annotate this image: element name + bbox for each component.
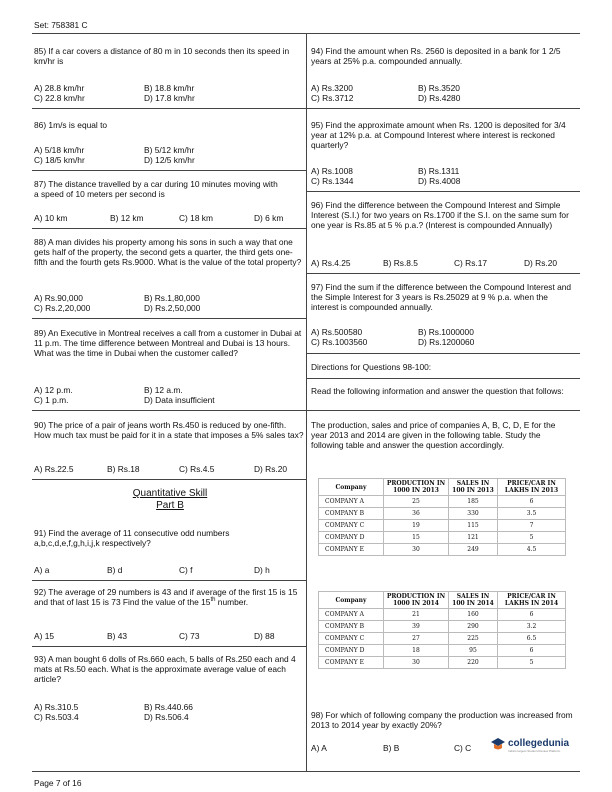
company-name-cell: COMPANY C (319, 520, 384, 532)
table-row (319, 496, 566, 508)
value-cell: 3.5 (498, 508, 566, 520)
divider (32, 108, 306, 109)
value-cell: 6 (498, 496, 566, 508)
value-cell: 4.5 (498, 544, 566, 556)
question-96: 96) Find the difference between the Compound Interest and Simple Interest (S.I.) for two years on Rs.1700 if the S.I. on the same sum for one year is Rs.85 at 5 % p.a.? (Interest is compounded Annually) (311, 200, 569, 230)
value-cell: 6 (498, 609, 566, 621)
company-name-cell: COMPANY A (319, 609, 384, 621)
section-title-line1: Quantitative Skill (132, 488, 208, 499)
option-a: A) 12 p.m. (34, 385, 73, 395)
value-cell: 95 (449, 645, 498, 657)
value-cell: 18 (384, 645, 449, 657)
value-cell: 25 (384, 496, 449, 508)
table-row (319, 532, 566, 544)
data-table-2014 (318, 591, 566, 669)
option-c: C) 1 p.m. (34, 395, 69, 405)
table-description: The production, sales and price of companies A, B, C, D, E for the year 2013 and 2014 are given in the following table. Study the following table and answer the question accordingly. (311, 420, 556, 450)
question-94: 94) Find the amount when Rs. 2560 is deposited in a bank for 1 2/5 years at 25% p.a. compounded annually. (311, 46, 561, 66)
option-c: C) 18/5 km/hr (34, 155, 85, 165)
value-cell: 30 (384, 657, 449, 669)
option-b: B) Rs.440.66 (144, 702, 193, 712)
option-d: D) Rs.1200060 (418, 337, 475, 347)
option-a: A) Rs.310.5 (34, 702, 79, 712)
value-cell: 27 (384, 633, 449, 645)
question-92 (34, 587, 302, 607)
question-93: 93) A man bought 6 dolls of Rs.660 each, 5 balls of Rs.250 each and 4 mats at Rs.50 each. What is the approximate average value of each article? (34, 654, 296, 684)
directions-heading: Directions for Questions 98-100: (311, 362, 432, 372)
option-a: A) Rs.90,000 (34, 293, 83, 303)
table-row (319, 657, 566, 669)
option-a: A) 28.8 km/hr (34, 83, 85, 93)
col-price: PRICE/CAR IN LAKHS IN 2014 (498, 592, 566, 609)
value-cell: 290 (449, 621, 498, 633)
footer-rule (32, 771, 580, 772)
option-c: C) 18 km (179, 213, 213, 223)
option-d: D) Rs.20 (524, 258, 558, 268)
divider (32, 170, 306, 171)
divider (306, 108, 580, 109)
option-b: B) Rs.8.5 (383, 258, 418, 268)
option-b: B) Rs.1000000 (418, 327, 474, 337)
col-production: PRODUCTION IN 1000 IN 2013 (384, 479, 449, 496)
table-row (319, 645, 566, 657)
option-b: B) 12 km (110, 213, 144, 223)
option-b: B) d (107, 565, 123, 575)
column-divider (306, 33, 307, 771)
value-cell: 6 (498, 645, 566, 657)
logo-mark-icon (490, 737, 506, 753)
directions-intro: Read the following information and answer the question that follows: (311, 386, 564, 396)
question-87: 87) The distance travelled by a car during 10 minutes moving with a speed of 10 meters per second is (34, 179, 278, 199)
option-d: D) Rs.2,50,000 (144, 303, 201, 313)
option-a: A) A (311, 743, 327, 753)
option-d: D) 12/5 km/hr (144, 155, 195, 165)
divider (306, 410, 580, 411)
question-98: 98) For which of following company the production was increased from 2013 to 2014 year by exactly 20%? (311, 710, 573, 730)
option-c: C) Rs.1344 (311, 176, 354, 186)
col-company: Company (319, 592, 384, 609)
option-c: C) 22.8 km/hr (34, 93, 85, 103)
value-cell: 5 (498, 532, 566, 544)
question-95: 95) Find the approximate amount when Rs. 1200 is deposited for 3/4 year at 12% p.a. at Compound Interest where interest is reckoned quarterly? (311, 120, 566, 150)
option-d: D) Rs.506.4 (144, 712, 189, 722)
col-production: PRODUCTION IN 1000 IN 2014 (384, 592, 449, 609)
value-cell: 5 (498, 657, 566, 669)
question-92-text: 92) The average of 29 numbers is 43 and if average of the first 15 is 15 and that of last 15 is 73 Find the value of the 15 (34, 587, 298, 607)
value-cell: 225 (449, 633, 498, 645)
value-cell: 160 (449, 609, 498, 621)
data-table-2013 (318, 478, 566, 556)
divider (306, 191, 580, 192)
option-b: B) 5/12 km/hr (144, 145, 195, 155)
option-c: C) Rs.3712 (311, 93, 354, 103)
option-c: C) Rs.4.5 (179, 464, 215, 474)
option-d: D) h (254, 565, 270, 575)
col-sales: SALES IN 100 IN 2014 (449, 592, 498, 609)
value-cell: 115 (449, 520, 498, 532)
company-name-cell: COMPANY C (319, 633, 384, 645)
table-row (319, 508, 566, 520)
collegedunia-logo (490, 737, 569, 753)
option-a: A) 5/18 km/hr (34, 145, 85, 155)
value-cell: 330 (449, 508, 498, 520)
section-title-line2: Part B (156, 500, 184, 511)
option-b: B) B (383, 743, 400, 753)
option-d: D) Data insufficient (144, 395, 215, 405)
logo-tagline: India's largest Student Review Platform (508, 748, 561, 753)
value-cell: 30 (384, 544, 449, 556)
value-cell: 249 (449, 544, 498, 556)
value-cell: 7 (498, 520, 566, 532)
option-b: B) 43 (107, 631, 128, 641)
option-d: D) 6 km (254, 213, 284, 223)
divider (32, 410, 306, 411)
option-a: A) 15 (34, 631, 55, 641)
table-row (319, 621, 566, 633)
table-row (319, 609, 566, 621)
value-cell: 15 (384, 532, 449, 544)
divider (32, 646, 306, 647)
question-92-text-end: number. (215, 597, 249, 607)
question-85: 85) If a car covers a distance of 80 m in 10 seconds then its speed in km/hr is (34, 46, 290, 66)
value-cell: 19 (384, 520, 449, 532)
section-title (110, 488, 230, 512)
divider (32, 228, 306, 229)
option-d: D) 88 (254, 631, 275, 641)
option-a: A) Rs.22.5 (34, 464, 74, 474)
option-b: B) 18.8 km/hr (144, 83, 195, 93)
company-name-cell: COMPANY D (319, 645, 384, 657)
option-c: C) 73 (179, 631, 200, 641)
company-name-cell: COMPANY D (319, 532, 384, 544)
option-c: C) Rs.1003560 (311, 337, 368, 347)
option-a: A) Rs.3200 (311, 83, 353, 93)
page-number: Page 7 of 16 (34, 778, 82, 788)
ordinal-suffix: th (210, 597, 216, 604)
value-cell: 6.5 (498, 633, 566, 645)
option-a: A) a (34, 565, 50, 575)
table-row (319, 520, 566, 532)
divider (306, 378, 580, 379)
value-cell: 185 (449, 496, 498, 508)
question-91: 91) Find the average of 11 consecutive odd numbers a,b,c,d,e,f,g,h,i,j,k respectively? (34, 528, 230, 548)
option-c: C) f (179, 565, 193, 575)
value-cell: 39 (384, 621, 449, 633)
option-b: B) Rs.3520 (418, 83, 460, 93)
value-cell: 21 (384, 609, 449, 621)
option-c: C) Rs.2,20,000 (34, 303, 91, 313)
option-b: B) 12 a.m. (144, 385, 183, 395)
option-c: C) Rs.503.4 (34, 712, 79, 722)
option-b: B) Rs.1,80,000 (144, 293, 200, 303)
option-a: A) Rs.1008 (311, 166, 353, 176)
table-row (319, 633, 566, 645)
value-cell: 220 (449, 657, 498, 669)
company-name-cell: COMPANY A (319, 496, 384, 508)
col-sales: SALES IN 100 IN 2013 (449, 479, 498, 496)
divider (306, 273, 580, 274)
company-name-cell: COMPANY E (319, 544, 384, 556)
divider (32, 318, 306, 319)
option-a: A) Rs.500580 (311, 327, 363, 337)
divider (32, 479, 306, 480)
divider (306, 353, 580, 354)
value-cell: 121 (449, 532, 498, 544)
option-a: A) 10 km (34, 213, 68, 223)
logo-name: collegedunia (508, 737, 570, 749)
company-name-cell: COMPANY B (319, 621, 384, 633)
set-code: Set: 758381 C (34, 20, 88, 30)
option-b: B) Rs.1311 (418, 166, 460, 176)
value-cell: 36 (384, 508, 449, 520)
question-89: 89) An Executive in Montreal receives a call from a customer in Dubai at 11 p.m. The time difference between Montreal and Dubai is 13 hours. What was the time in Dubai when the customer called? (34, 328, 302, 358)
company-name-cell: COMPANY E (319, 657, 384, 669)
option-d: D) Rs.20 (254, 464, 288, 474)
table-row (319, 544, 566, 556)
col-price: PRICE/CAR IN LAKHS IN 2013 (498, 479, 566, 496)
option-c: C) C (454, 743, 472, 753)
value-cell: 3.2 (498, 621, 566, 633)
col-company: Company (319, 479, 384, 496)
question-97: 97) Find the sum if the difference between the Compound Interest and the Simple Interest for 3 years is Rs.25029 at 9 % p.a. when the interest is compounded annually. (311, 282, 572, 312)
divider (32, 580, 306, 581)
option-d: D) 17.8 km/hr (144, 93, 195, 103)
option-b: B) Rs.18 (107, 464, 140, 474)
question-86: 86) 1m/s is equal to (34, 120, 108, 130)
option-d: D) Rs.4280 (418, 93, 461, 103)
question-90: 90) The price of a pair of jeans worth Rs.450 is reduced by one-fifth. How much tax must be paid for it in a state that imposes a 5% sales tax? (34, 420, 304, 440)
option-d: D) Rs.4008 (418, 176, 461, 186)
company-name-cell: COMPANY B (319, 508, 384, 520)
question-88: 88) A man divides his property among his sons in such a way that one gets half of the property, the second gets a quarter, the third gets one-fifth and the fourth gets Rs.9000. What is the value of the total property? (34, 237, 302, 267)
option-a: A) Rs.4.25 (311, 258, 351, 268)
option-c: C) Rs.17 (454, 258, 488, 268)
